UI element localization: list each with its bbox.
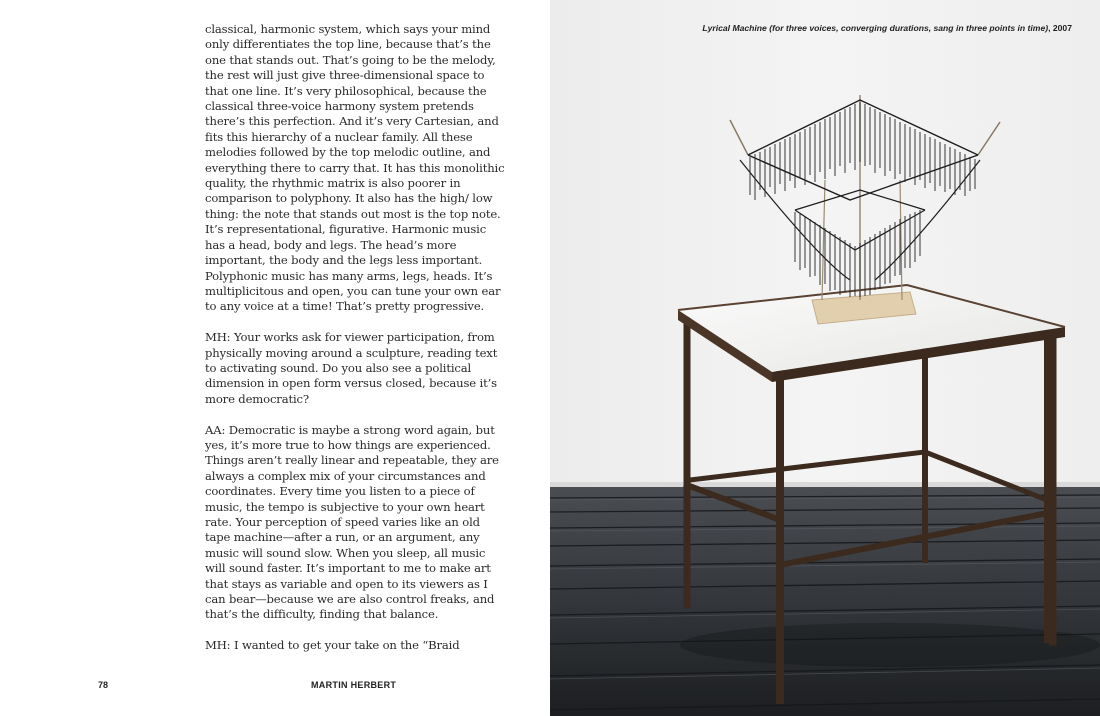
right-page [550, 0, 1100, 716]
interview-text [205, 22, 505, 669]
sculpture-photo [550, 0, 1100, 716]
artwork-title: Lyrical Machine (for three voices, converging durations, sang in three points in time) [702, 23, 1049, 33]
artwork-year: , 2007 [1048, 23, 1072, 33]
paragraph-4: MH: I wanted to get your take on the “Braid [205, 638, 460, 653]
paragraph-2: MH: Your works ask for viewer participation, from physically moving around a sculpture, reading text to activating sound. Do you also see a political dimension in open form versus closed, because it’s more democratic? [205, 330, 498, 406]
running-head: MARTIN HERBERT [311, 680, 397, 690]
page-number: 78 [98, 680, 109, 690]
paragraph-1: classical, harmonic system, which says your mind only differentiates the top line, because that’s the one that stands out. That’s going to be the melody, the rest will just give three-dimensional space to that one line. It’s very philosophical, because the classical three-voice harmony system pretends there’s this perfection. And it’s very Cartesian, and fits this hierarchy of a nuclear family. All these melodies followed by the top melodic outline, and everything there to carry that. It has this monolithic quality, the rhythmic matrix is also poorer in comparison to polyphony. It also has the high/ low thing: the note that stands out most is the top note. It’s representational, figurative. Harmonic music has a head, body and legs. The head’s more important, the body and the legs less important. Polyphonic music has many arms, legs, heads. It’s multiplicitous and open, you can tune your own ear to any voice at a time! That’s pretty progressive. [205, 22, 505, 314]
artwork-caption [702, 23, 1072, 33]
paragraph-3: AA: Democratic is maybe a strong word again, but yes, it’s more true to how things are experienced. Things aren’t really linear and repeatable, they are always a complex mix of your circumstances and coordinates. Every time you listen to a piece of music, the tempo is subjective to your own heart rate. Your perception of speed varies like an old tape machine—after a run, or an argument, any music will sound slow. When you sleep, all music will sound faster. It’s important to me to make art that stays as variable and open to its viewers as I can bear—because we are also control freaks, and that’s the difficulty, finding that balance. [205, 422, 499, 622]
